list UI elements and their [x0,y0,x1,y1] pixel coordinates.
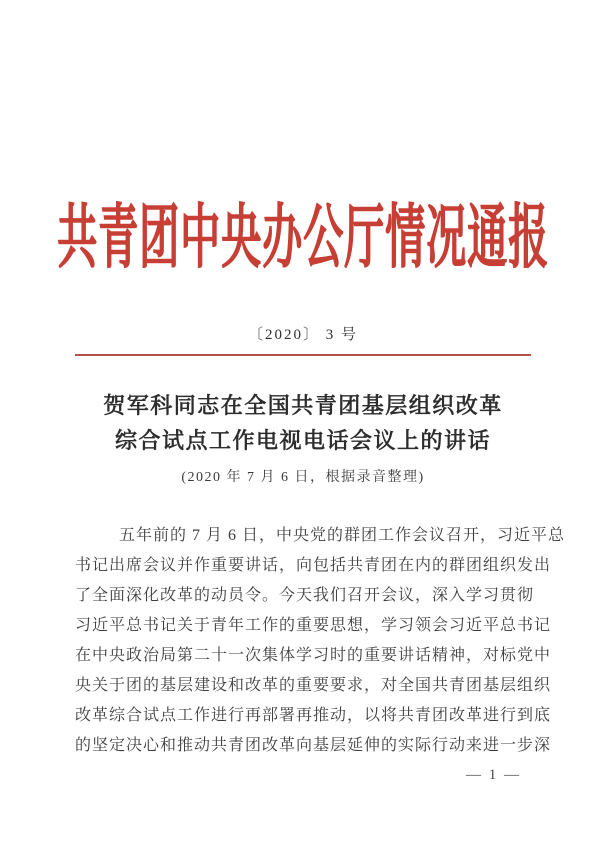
body-line: 的坚定决心和推动共青团改革向基层延伸的实际行动来进一步深 [75,737,552,754]
page-number: — 1 — [466,767,521,783]
masthead [57,197,549,278]
body-line: 了全面深化改革的动员令。今天我们召开会议，深入学习贯彻 [75,587,535,604]
body-line: 改革综合试点工作进行再部署再推动，以将共青团改革进行到底 [75,707,552,724]
doc-title-line-1: 贺军科同志在全国共青团基层组织改革 [103,393,503,418]
body-line: 五年前的 7 月 6 日，中央党的群团工作会议召开，习近平总 [119,527,566,544]
body-line: 央关于团的基层建设和改革的重要要求，对全国共青团基层组织 [75,677,552,694]
doc-title [75,388,531,458]
doc-title-line-2: 综合试点工作电视电话会议上的讲话 [114,428,491,453]
body-line: 习近平总书记关于青年工作的重要思想，学习领会习近平总书记 [75,617,552,634]
issue-number: 〔2020〕 3 号 [247,327,358,343]
document-content [0,198,600,848]
date-note: (2020 年 7 月 6 日，根据录音整理) [181,470,425,485]
masthead-title: 共青团中央办公厅情况通报 [57,197,549,277]
body-paragraph [75,521,566,761]
red-divider-rule [75,354,531,356]
body-line: 在中央政治局第二十一次集体学习时的重要讲话精神，对标党中 [75,647,552,664]
body-line: 书记出席会议并作重要讲话，向包括共青团在内的群团组织发出 [75,557,552,574]
